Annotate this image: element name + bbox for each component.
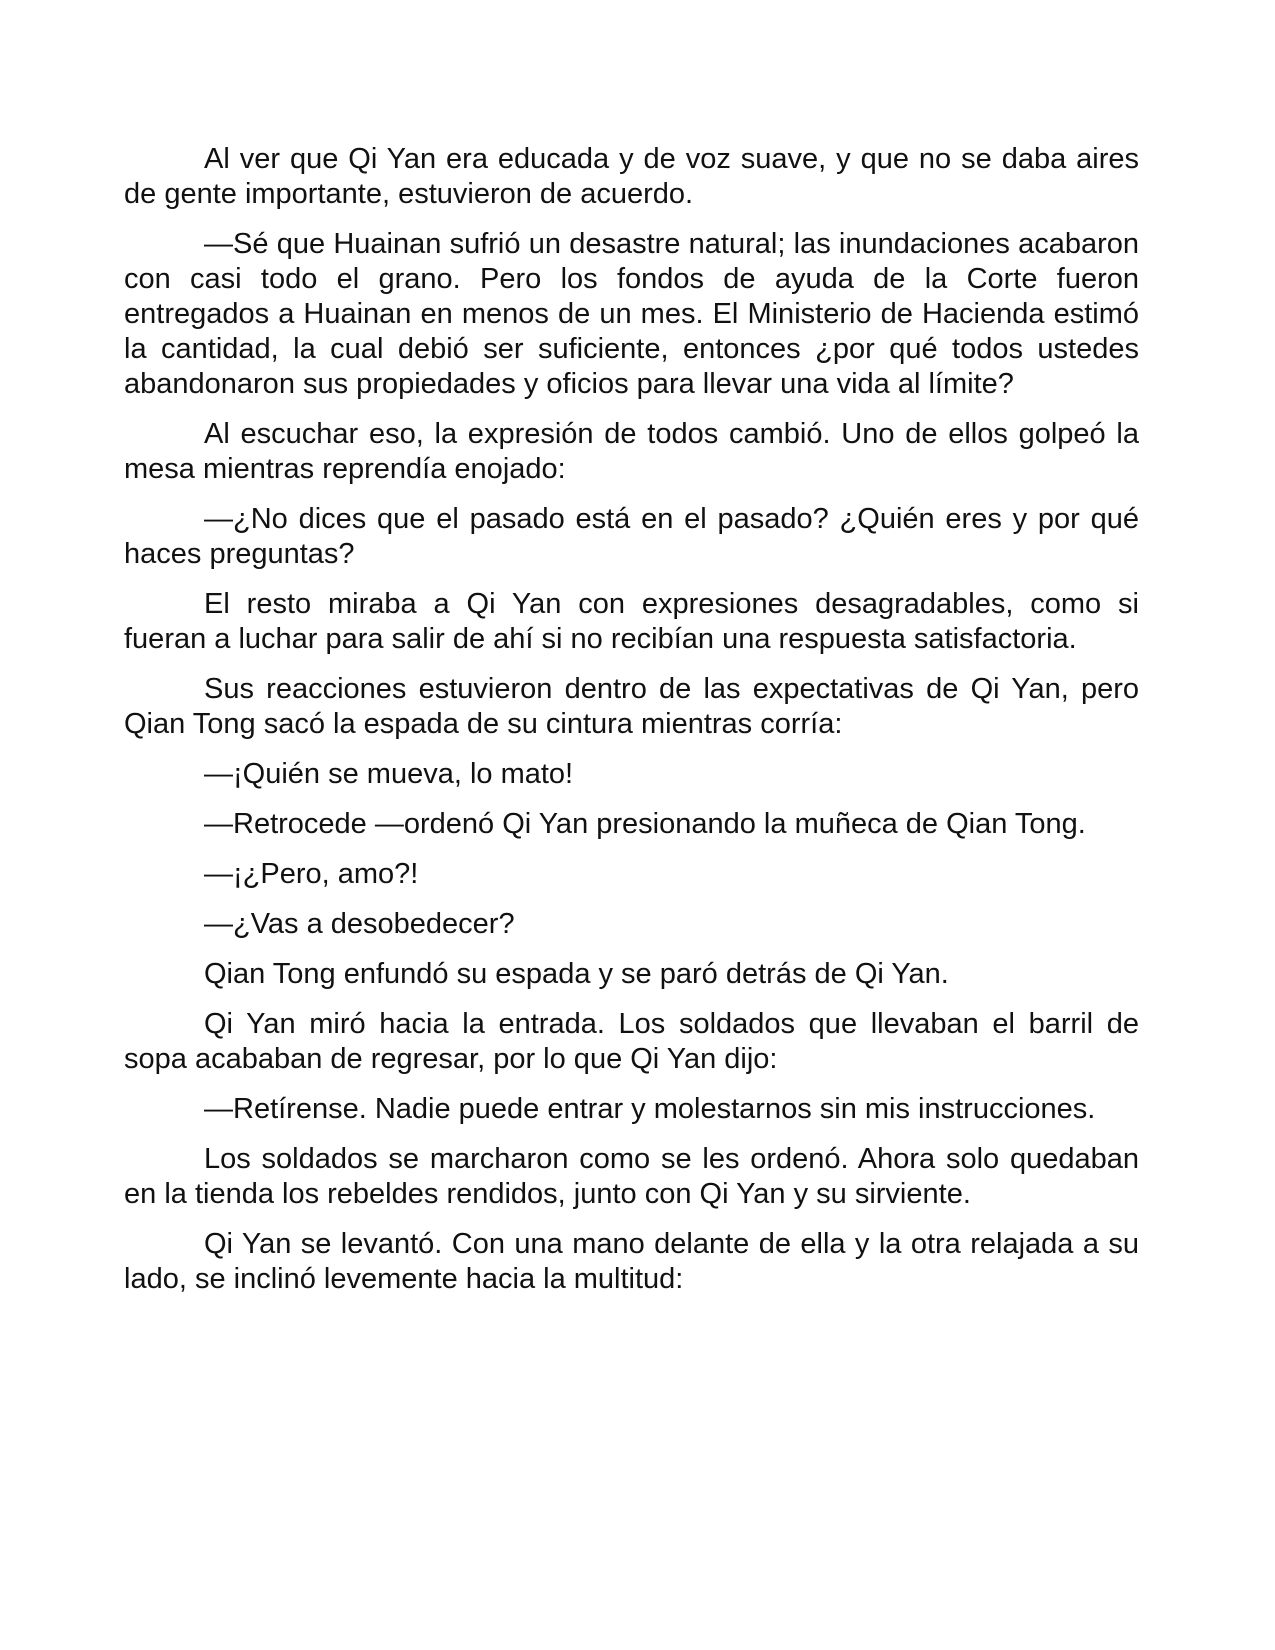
paragraph: Qi Yan miró hacia la entrada. Los soldados que llevaban el barril de sopa acababan de regresar, por lo que Qi Yan dijo: (124, 1008, 1139, 1075)
paragraph: —¿No dices que el pasado está en el pasado? ¿Quién eres y por qué haces preguntas? (124, 503, 1139, 570)
paragraph: —Retírense. Nadie puede entrar y molestarnos sin mis instrucciones. (204, 1093, 1096, 1125)
paragraph: —Sé que Huainan sufrió un desastre natural; las inundaciones acabaron con casi todo el grano. Pero los fondos de ayuda de la Corte fueron entregados a Huainan en menos de un mes. El Ministerio de Hacienda estimó la cantidad, la cual debió ser suficiente, entonces ¿por qué todos ustedes abandonaron sus propiedades y oficios para llevar una vida al límite? (124, 228, 1139, 400)
paragraph: —¡¿Pero, amo?! (204, 858, 419, 890)
paragraph: Qian Tong enfundó su espada y se paró detrás de Qi Yan. (204, 958, 949, 990)
paragraph: Al ver que Qi Yan era educada y de voz suave, y que no se daba aires de gente importante, estuvieron de acuerdo. (124, 143, 1139, 210)
page-body (124, 142, 1139, 1312)
paragraph: Al escuchar eso, la expresión de todos cambió. Uno de ellos golpeó la mesa mientras reprendía enojado: (124, 418, 1139, 485)
paragraph: Qi Yan se levantó. Con una mano delante de ella y la otra relajada a su lado, se inclinó levemente hacia la multitud: (124, 1228, 1139, 1295)
paragraph: El resto miraba a Qi Yan con expresiones desagradables, como si fueran a luchar para salir de ahí si no recibían una respuesta satisfactoria. (124, 588, 1139, 655)
paragraph: Los soldados se marcharon como se les ordenó. Ahora solo quedaban en la tienda los rebeldes rendidos, junto con Qi Yan y su sirviente. (124, 1143, 1139, 1210)
paragraph: —¡Quién se mueva, lo mato! (204, 758, 574, 790)
paragraph: —¿Vas a desobedecer? (204, 908, 515, 940)
paragraph: —Retrocede —ordenó Qi Yan presionando la muñeca de Qian Tong. (204, 808, 1086, 840)
paragraph: Sus reacciones estuvieron dentro de las expectativas de Qi Yan, pero Qian Tong sacó la espada de su cintura mientras corría: (124, 673, 1139, 740)
